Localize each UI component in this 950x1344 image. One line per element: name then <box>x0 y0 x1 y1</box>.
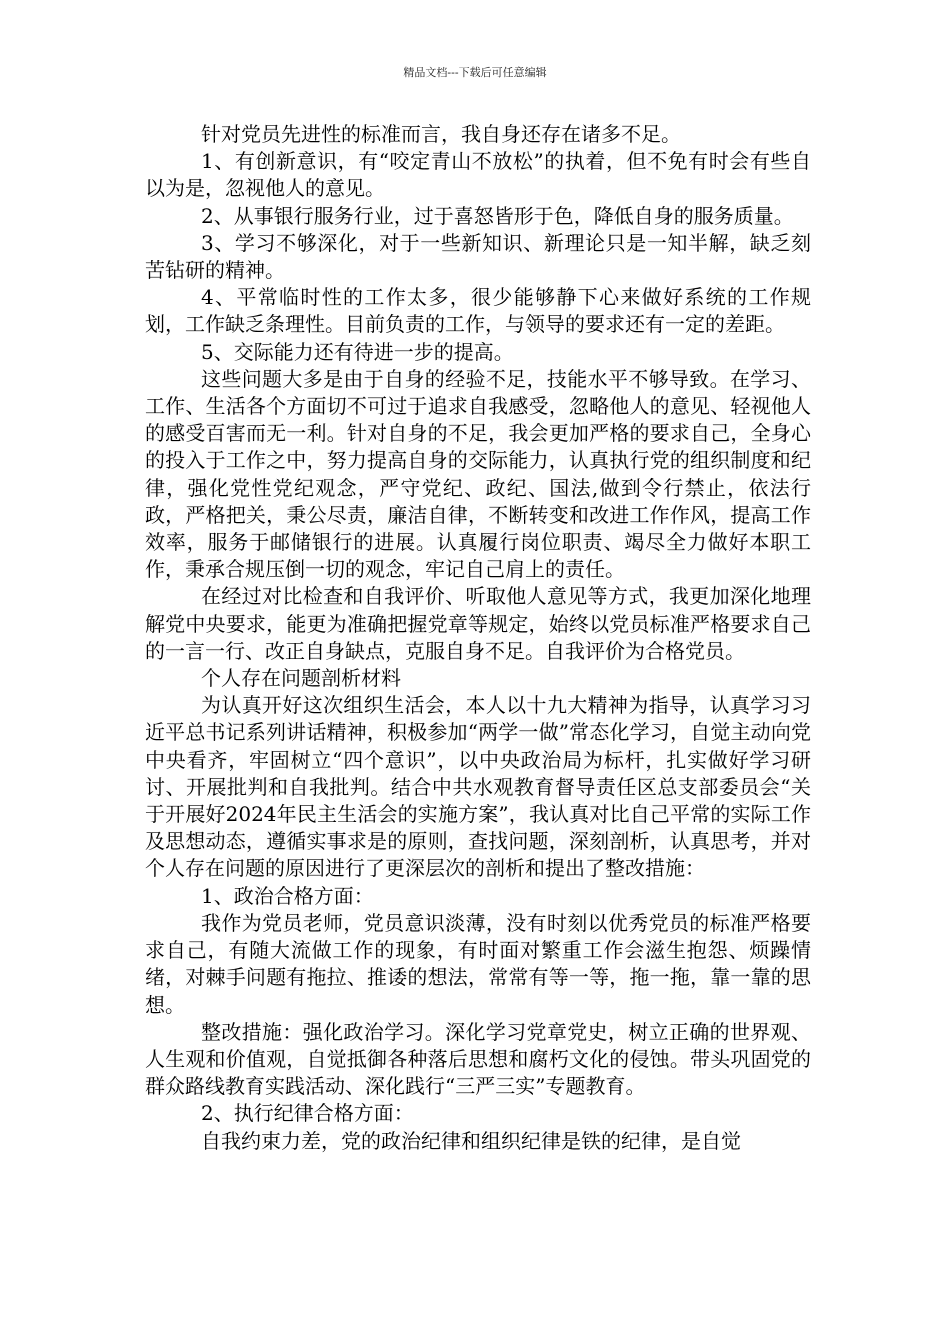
subheading: 1、政治合格方面： <box>201 883 374 908</box>
paragraph: 4、平常临时性的工作太多，很少能够静下心来做好系统的工作规划，工作缺乏条理性。目前负责的工作，与领导的要求还有一定的差距。 <box>145 285 811 337</box>
paragraph: 针对党员先进性的标准而言，我自身还存在诸多不足。 <box>201 122 681 146</box>
paragraph: 5、交际能力还有待进一步的提高。 <box>201 339 514 364</box>
paragraph: 为认真开好这次组织生活会，本人以十九大精神为指导，认真学习习近平总书记系列讲话精神，积极参加“两学一做”常态化学习，自觉主动向党中央看齐，牢固树立“四个意识”，以中央政治局为标杆，扎实做好学习研讨、开展批判和自我批判。结合中共水观教育督导责任区总支部委员会“关于开展好2024年民主生活会的实施方案”，我认真对比自己平常的实际工作及思想动态，遵循实事求是的原则，查找问题，深刻剖析，认真思考，并对个人存在问题的原因进行了更深层次的剖析和提出了整改措施： <box>145 693 811 881</box>
subheading: 2、执行纪律合格方面： <box>201 1101 414 1126</box>
paragraph: 整改措施：强化政治学习。深化学习党章党史，树立正确的世界观、人生观和价值观，自觉抵御各种落后思想和腐朽文化的侵蚀。带头巩固党的群众路线教育实践活动、深化践行“三严三实”专题教育。 <box>145 1019 811 1099</box>
document-body <box>145 121 811 1155</box>
section-title: 个人存在问题剖析材料 <box>201 666 401 691</box>
paragraph: 3、学习不够深化，对于一些新知识、新理论只是一知半解，缺乏刻苦钻研的精神。 <box>145 230 811 283</box>
paragraph: 这些问题大多是由于自身的经验不足，技能水平不够导致。在学习、工作、生活各个方面切不可过于追求自我感受，忽略他人的意见、轻视他人的感受百害而无一利。针对自身的不足，我会更加严格的要求自己，全身心的投入于工作之中，努力提高自身的交际能力，认真执行党的组织制度和纪律，强化党性党纪观念，严守党纪、政纪、国法,做到令行禁止，依法行政，严格把关，秉公尽责，廉洁自律，不断转变和改进工作作风，提高工作效率，服务于邮储银行的进展。认真履行岗位职责、竭尽全力做好本职工作，秉承合规压倒一切的观念，牢记自己肩上的责任。 <box>145 366 811 582</box>
paragraph: 2、从事银行服务行业，过于喜怒皆形于色，降低自身的服务质量。 <box>201 203 794 228</box>
paragraph: 1、有创新意识，有“咬定青山不放松”的执着，但不免有时会有些自以为是，忽视他人的意见。 <box>145 149 811 201</box>
paragraph: 我作为党员老师，党员意识淡薄，没有时刻以优秀党员的标准严格要求自己，有随大流做工作的现象，有时面对繁重工作会滋生抱怨、烦躁情绪，对棘手问题有拖拉、推诿的想法，常常有等一等，拖一拖，靠一靠的思想。 <box>145 910 811 1017</box>
paragraph: 自我约束力差，党的政治纪律和组织纪律是铁的纪律，是自觉 <box>201 1128 741 1153</box>
page-header: 精品文档---下载后可任意编辑 <box>403 66 547 79</box>
paragraph: 在经过对比检查和自我评价、听取他人意见等方式，我更加深化地理解党中央要求，能更为准确把握党章等规定，始终以党员标准严格要求自己的一言一行、改正自身缺点，克服自身不足。自我评价为合格党员。 <box>145 584 811 663</box>
